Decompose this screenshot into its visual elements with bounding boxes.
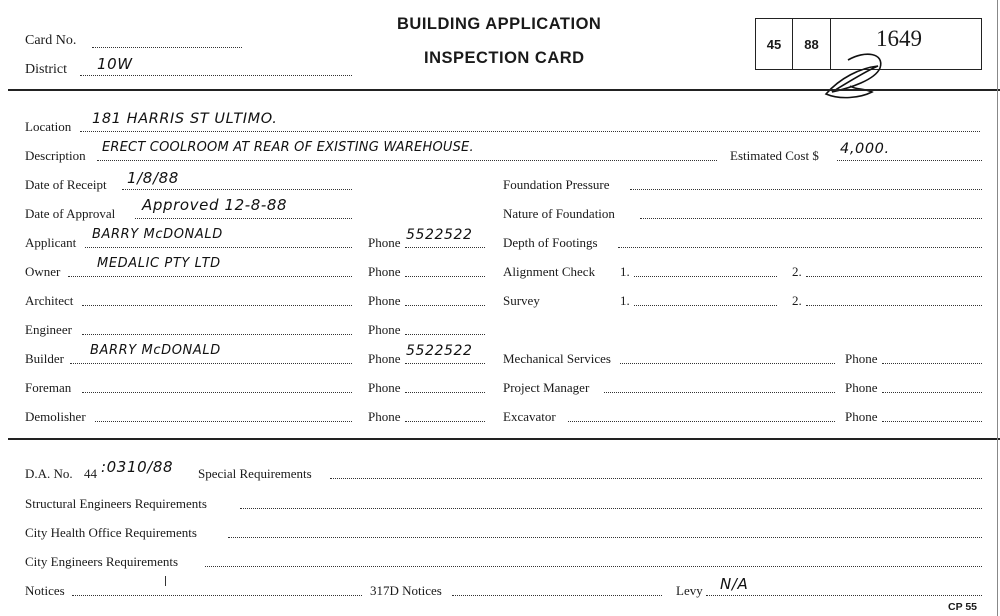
notices-317d-label: 317D Notices: [370, 583, 442, 598]
top-divider: [8, 89, 1000, 91]
foreman-line: [82, 392, 352, 393]
project-manager-label: Project Manager: [503, 380, 590, 395]
card-no-line: [92, 47, 242, 48]
date-receipt-line: [122, 189, 352, 190]
engineer-phone-line: [405, 334, 485, 335]
description-label: Description: [25, 148, 86, 163]
project-manager-line: [604, 392, 835, 393]
demolisher-line: [95, 421, 352, 422]
owner-phone-label: Phone: [368, 264, 401, 279]
special-requirements-label: Special Requirements: [198, 466, 312, 481]
excavator-phone-line: [882, 421, 982, 422]
levy-line: [706, 595, 982, 596]
survey-num-2: 2.: [792, 293, 802, 308]
estimated-cost-value: 4,000.: [840, 141, 890, 157]
card-number: 1649: [876, 26, 922, 51]
city-engineers-line: [205, 566, 982, 567]
alignment-num-1: 1.: [620, 264, 630, 279]
demolisher-label: Demolisher: [25, 409, 86, 424]
district-value: 10W: [97, 55, 133, 73]
estimated-cost-label: Estimated Cost $: [730, 148, 819, 163]
excavator-line: [568, 421, 835, 422]
builder-value: BARRY McDONALD: [90, 343, 221, 358]
builder-label: Builder: [25, 351, 64, 366]
card-no-label: Card No.: [25, 33, 77, 48]
form-title: BUILDING APPLICATION: [397, 15, 602, 33]
foundation-pressure-label: Foundation Pressure: [503, 177, 610, 192]
notices-317d-line: [452, 595, 662, 596]
builder-phone-value: 5522522: [406, 343, 473, 359]
special-requirements-line: [330, 478, 982, 479]
scribble-mark-icon: [820, 48, 890, 103]
builder-phone-label: Phone: [368, 351, 401, 366]
applicant-phone-label: Phone: [368, 235, 401, 250]
engineer-label: Engineer: [25, 322, 72, 337]
owner-phone-line: [405, 276, 485, 277]
mechanical-label: Mechanical Services: [503, 351, 611, 366]
demolisher-phone-label: Phone: [368, 409, 401, 424]
health-label: City Health Office Requirements: [25, 525, 197, 540]
description-line: [97, 160, 717, 161]
da-label: D.A. No.: [25, 466, 73, 481]
depth-footings-label: Depth of Footings: [503, 235, 598, 250]
mechanical-phone-label: Phone: [845, 351, 878, 366]
survey-line-1: [634, 305, 777, 306]
structural-label: Structural Engineers Requirements: [25, 496, 207, 511]
description-value: ERECT COOLROOM AT REAR OF EXISTING WAREHOUSE.: [102, 140, 474, 155]
excavator-phone-label: Phone: [845, 409, 878, 424]
location-label: Location: [25, 119, 72, 134]
district-label: District: [25, 62, 67, 77]
da-value: :0310/88: [101, 458, 174, 476]
health-line: [228, 537, 982, 538]
depth-footings-line: [618, 247, 982, 248]
architect-label: Architect: [25, 293, 74, 308]
location-value: 181 HARRIS ST ULTIMO.: [92, 111, 278, 127]
owner-label: Owner: [25, 264, 61, 279]
mechanical-line: [620, 363, 835, 364]
city-engineers-label: City Engineers Requirements: [25, 554, 179, 569]
foreman-phone-label: Phone: [368, 380, 401, 395]
notices-line: [72, 595, 362, 596]
box-cell-1: 45: [756, 19, 793, 69]
applicant-label: Applicant: [25, 235, 77, 250]
applicant-value: BARRY McDONALD: [92, 227, 223, 242]
survey-label: Survey: [503, 293, 540, 308]
date-receipt-label: Date of Receipt: [25, 177, 107, 192]
date-approval-value: Approved 12-8-88: [142, 196, 288, 214]
date-receipt-value: 1/8/88: [127, 169, 179, 187]
builder-phone-line: [405, 363, 485, 364]
alignment-check-label: Alignment Check: [503, 264, 596, 279]
demolisher-phone-line: [405, 421, 485, 422]
engineer-phone-label: Phone: [368, 322, 401, 337]
foreman-label: Foreman: [25, 380, 72, 395]
applicant-phone-value: 5522522: [406, 227, 473, 243]
da-prefix: 44: [84, 466, 97, 481]
alignment-line-1: [634, 276, 777, 277]
project-manager-phone-label: Phone: [845, 380, 878, 395]
middle-divider: [8, 438, 1000, 440]
architect-phone-label: Phone: [368, 293, 401, 308]
survey-num-1: 1.: [620, 293, 630, 308]
estimated-cost-line: [837, 160, 982, 161]
mechanical-phone-line: [882, 363, 982, 364]
architect-line: [82, 305, 352, 306]
architect-phone-line: [405, 305, 485, 306]
form-code: CP 55: [948, 601, 977, 613]
applicant-line: [85, 247, 352, 248]
date-approval-label: Date of Approval: [25, 206, 116, 221]
district-line: [80, 75, 352, 76]
project-manager-phone-line: [882, 392, 982, 393]
box-cell-2: 88: [793, 19, 831, 69]
builder-line: [70, 363, 352, 364]
alignment-num-2: 2.: [792, 264, 802, 279]
applicant-phone-line: [405, 247, 485, 248]
alignment-line-2: [806, 276, 982, 277]
levy-label: Levy: [676, 583, 703, 598]
excavator-label: Excavator: [503, 409, 556, 424]
nature-foundation-label: Nature of Foundation: [503, 206, 615, 221]
survey-line-2: [806, 305, 982, 306]
notices-label: Notices: [25, 583, 65, 598]
foundation-pressure-line: [630, 189, 982, 190]
structural-line: [240, 508, 982, 509]
owner-line: [68, 276, 352, 277]
form-subtitle: INSPECTION CARD: [424, 49, 585, 67]
foreman-phone-line: [405, 392, 485, 393]
engineer-line: [82, 334, 352, 335]
date-approval-line: [135, 218, 352, 219]
notices-tick: [165, 576, 166, 586]
nature-foundation-line: [640, 218, 982, 219]
levy-value: N/A: [720, 575, 749, 593]
location-line: [80, 131, 980, 132]
owner-value: MEDALIC PTY LTD: [97, 256, 221, 271]
